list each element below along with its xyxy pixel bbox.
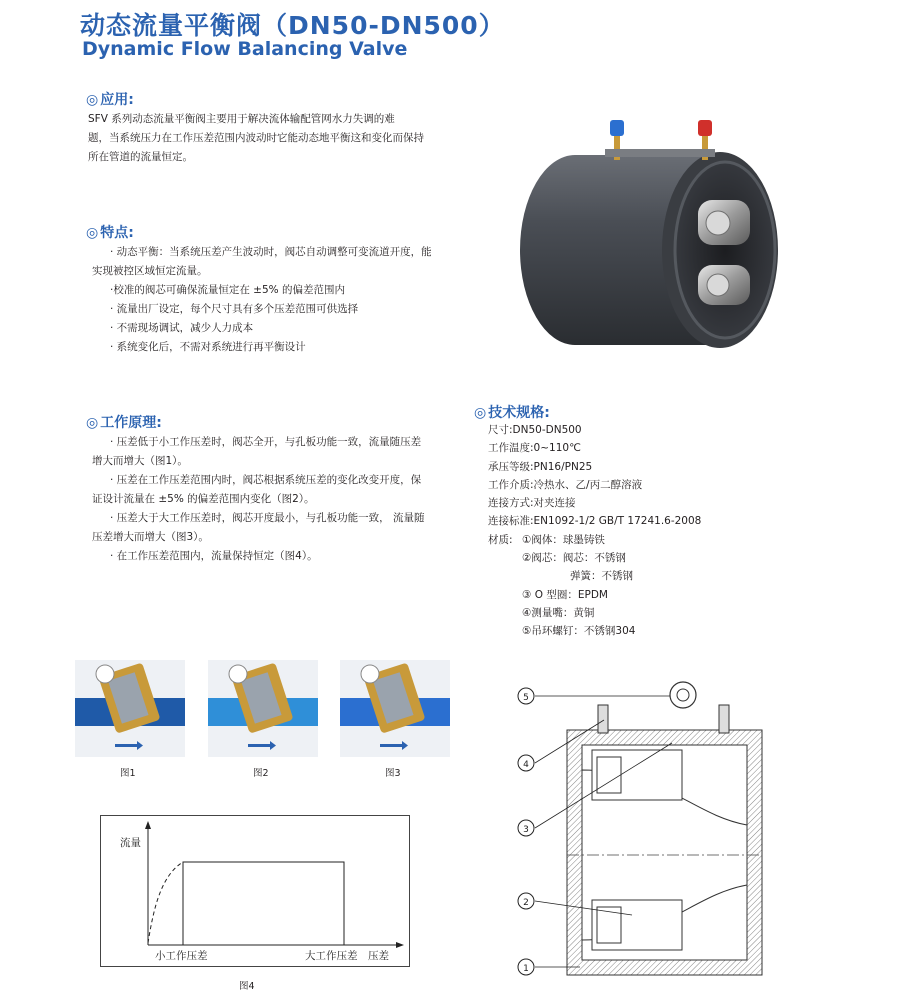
chart-frame bbox=[101, 816, 410, 967]
material-item: ①阀体：球墨铸铁 bbox=[522, 533, 605, 546]
principle-heading bbox=[86, 412, 162, 432]
figure-4-caption: 图4 bbox=[239, 981, 255, 992]
material-item: ③ O 型圈：EPDM bbox=[522, 588, 608, 601]
spec-value: PN16/PN25 bbox=[533, 460, 593, 473]
section-bullet-icon: ◎ bbox=[86, 92, 99, 108]
principle-line: · 压差在工作压差范围内时，阀芯根据系统压差的变化改变开度，保 bbox=[110, 474, 422, 486]
principle-line: 增大而增大（图1）。 bbox=[92, 455, 188, 467]
constant-flow-line bbox=[183, 862, 344, 945]
x-axis-arrow-icon bbox=[396, 942, 404, 948]
y-axis-arrow-icon bbox=[145, 821, 151, 829]
spec-row bbox=[488, 531, 701, 549]
spec-label: 承压等级: bbox=[488, 460, 534, 473]
application-heading-text: 应用: bbox=[100, 92, 134, 108]
material-item: 弹簧：不锈钢 bbox=[570, 570, 633, 583]
principle-line: · 压差低于小工作压差时，阀芯全开，与孔板功能一致，流量随压差 bbox=[110, 436, 422, 448]
callout-2-label: 2 bbox=[523, 898, 529, 908]
spec-label: 工作温度: bbox=[488, 442, 534, 455]
feature-line: ·校准的阀芯可确保流量恒定在 ±5% 的偏差范围内 bbox=[110, 284, 345, 296]
material-item: ②阀芯：阀芯：不锈钢 bbox=[522, 552, 626, 565]
spec-label: 工作介质: bbox=[488, 478, 534, 491]
specs-heading bbox=[474, 402, 550, 422]
feature-line: · 流量出厂设定，每个尺寸具有多个压差范围可供选择 bbox=[110, 303, 359, 315]
x-large-label: 大工作压差 bbox=[305, 950, 358, 962]
spec-row bbox=[488, 512, 701, 530]
spec-value: 0~110℃ bbox=[533, 442, 581, 455]
spec-row bbox=[488, 439, 701, 457]
y-axis-label: 流量 bbox=[120, 837, 141, 849]
application-line: 所在管道的流量恒定。 bbox=[88, 151, 193, 163]
valve-product-photo bbox=[520, 115, 820, 355]
spec-row bbox=[488, 494, 701, 512]
spec-row bbox=[488, 458, 701, 476]
specs-heading-text: 技术规格: bbox=[488, 405, 550, 421]
spec-label: 连接方式: bbox=[488, 497, 534, 510]
feature-line: · 动态平衡：当系统压差产生波动时，阀芯自动调整可变流道开度，能 bbox=[110, 246, 432, 258]
valve-section-drawing bbox=[512, 675, 782, 983]
callout-4-label: 4 bbox=[523, 760, 529, 770]
figure-4-chart bbox=[100, 815, 410, 967]
features-list bbox=[92, 243, 472, 357]
callout-3-label: 3 bbox=[523, 825, 529, 835]
application-text bbox=[88, 110, 478, 167]
x-small-label: 小工作压差 bbox=[155, 950, 208, 962]
material-item: ⑤吊环螺钉：不锈钢304 bbox=[522, 625, 636, 638]
principle-line: · 在工作压差范围内，流量保持恒定（图4）。 bbox=[110, 550, 318, 562]
material-item: ④测量嘴：黄铜 bbox=[522, 606, 595, 619]
spec-label: 材质: bbox=[488, 533, 513, 546]
section-bullet-icon: ◎ bbox=[86, 415, 99, 431]
spec-row bbox=[488, 476, 701, 494]
figure-1-caption: 图1 bbox=[120, 768, 136, 779]
application-line: 题，当系统压力在工作压差范围内波动时它能动态地平衡这和变化而保持 bbox=[88, 132, 424, 144]
page-title-cn: 动态流量平衡阀（DN50-DN500） bbox=[80, 11, 505, 40]
test-point-left bbox=[598, 705, 608, 733]
spec-value: 对夹连接 bbox=[533, 497, 576, 510]
figure-3-caption: 图3 bbox=[385, 768, 401, 779]
principle-line: 证设计流量在 ±5% 的偏差范围内变化（图2）。 bbox=[92, 493, 315, 505]
features-heading bbox=[86, 222, 134, 242]
page-title-en: Dynamic Flow Balancing Valve bbox=[82, 38, 408, 60]
application-line: SFV 系列动态流量平衡阀主要用于解决流体输配管网水力失调的难 bbox=[88, 113, 395, 125]
figure-2-image bbox=[208, 660, 318, 757]
spec-value: DN50-DN500 bbox=[512, 424, 582, 436]
spec-value: 冷热水、乙/丙二醇溶液 bbox=[533, 478, 643, 491]
spec-label: 连接标准: bbox=[488, 515, 534, 528]
specs-table bbox=[488, 421, 701, 641]
section-bullet-icon: ◎ bbox=[474, 405, 487, 421]
figure-1-image bbox=[75, 660, 185, 757]
figure-2-caption: 图2 bbox=[253, 768, 269, 779]
x-axis-label: 压差 bbox=[368, 950, 389, 962]
principle-line: 压差增大而增大（图3）。 bbox=[92, 531, 209, 543]
spec-row bbox=[488, 421, 701, 439]
rising-curve bbox=[148, 862, 183, 943]
features-heading-text: 特点: bbox=[100, 225, 134, 241]
spec-value: EN1092-1/2 GB/T 17241.6-2008 bbox=[533, 515, 702, 528]
application-heading bbox=[86, 89, 134, 109]
feature-line: 实现被控区域恒定流量。 bbox=[92, 265, 208, 277]
principle-heading-text: 工作原理: bbox=[100, 415, 162, 431]
figure-3-image bbox=[340, 660, 450, 757]
test-point-right bbox=[719, 705, 729, 733]
section-bullet-icon: ◎ bbox=[86, 225, 99, 241]
callout-5-label: 5 bbox=[523, 693, 529, 703]
spec-label: 尺寸: bbox=[488, 424, 513, 436]
feature-line: · 不需现场调试，减少人力成本 bbox=[110, 322, 254, 334]
principle-text bbox=[92, 433, 472, 566]
principle-line: · 压差大于大工作压差时，阀芯开度最小，与孔板功能一致， 流量随 bbox=[110, 512, 425, 524]
lifting-eye bbox=[670, 682, 696, 708]
callout-1-label: 1 bbox=[523, 964, 529, 974]
feature-line: · 系统变化后，不需对系统进行再平衡设计 bbox=[110, 341, 306, 353]
